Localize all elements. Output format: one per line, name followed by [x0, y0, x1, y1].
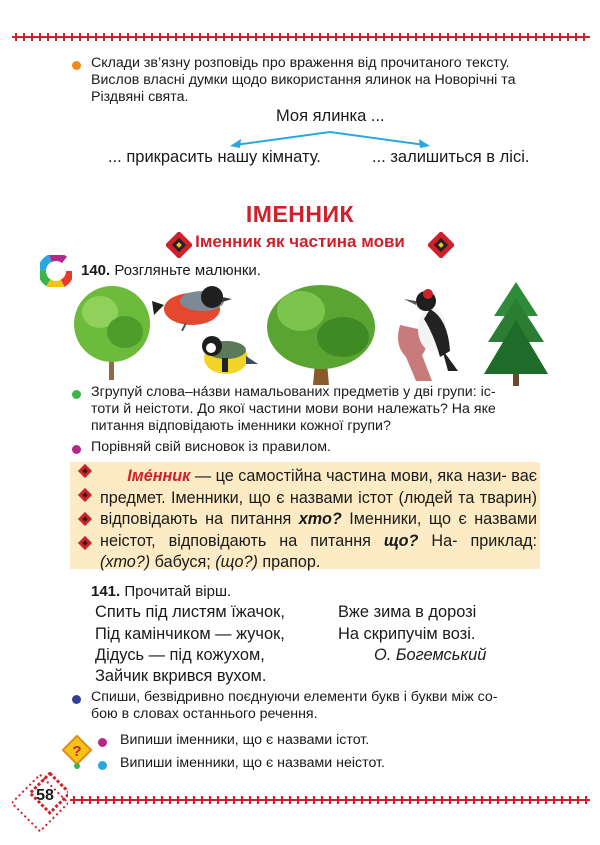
rule-part: є назвами неістот, відповідають на питання — [100, 510, 538, 550]
rule-question-who: хто? — [298, 510, 342, 528]
rule-part: ває предмет. Іменники, що є назвами істот (людей та — [100, 467, 537, 507]
poem-author: О. Богемський — [374, 646, 487, 664]
ex140-task-line-3: питання відповідають іменники кожної групи? — [91, 418, 391, 434]
rule-term: Іме́нник — [127, 467, 191, 485]
rule-question-what: що? — [383, 531, 419, 550]
scheme-left: ... прикрасить нашу кімнату. — [108, 148, 321, 166]
ex141-option-2: Випиши іменники, що є назвами неістот. — [120, 755, 385, 771]
rule-example-q2: (що?) — [215, 553, 258, 571]
rule-part: бабуся; — [150, 553, 216, 571]
bullet-magenta — [72, 445, 81, 454]
poem-line: На скрипучім возі. — [338, 625, 476, 643]
ex141-number: 141. — [91, 583, 121, 600]
ex140-number: 140. — [81, 262, 111, 279]
ornament-border-bottom — [70, 796, 590, 804]
task1-line-1: Склади зв’язну розповідь про враження від прочитаного тексту. — [91, 55, 510, 71]
ex140-text: Розгляньте малюнки. — [114, 262, 261, 279]
poem-line: Спить під листям їжачок, — [95, 603, 285, 621]
page-number: 58 — [36, 787, 54, 804]
ornament-icon-right — [428, 232, 454, 258]
ex140-task-line-2: тоти й неістоти. До якої частини мови вони належать? На яке — [91, 401, 496, 417]
color-wheel-icon — [40, 255, 72, 287]
woodpecker-illustration — [392, 285, 462, 385]
oak-tree-illustration — [265, 281, 377, 385]
ex141-task-line-2: бою в словах останнього речення. — [91, 706, 318, 722]
section-subtitle: Іменник як частина мови — [195, 232, 405, 251]
svg-text:?: ? — [72, 743, 82, 760]
rule-part: прапор. — [257, 553, 321, 571]
section-title: ІМЕННИК — [245, 201, 355, 227]
bullet-green — [72, 390, 81, 399]
bullet-magenta — [98, 738, 107, 747]
poem-line: Зайчик вкрився вухом. — [95, 667, 267, 685]
ornament-border-top — [12, 33, 590, 41]
question-icon — [60, 733, 94, 769]
ex141-task-line-1: Спиши, безвідривно поєднуючи елементи букв і букви між со- — [91, 689, 498, 705]
rule-text — [100, 466, 537, 574]
rule-part: приклад: — [470, 531, 537, 550]
ex141-option-1: Випиши іменники, що є назвами істот. — [120, 732, 370, 748]
rule-part: тварин) відповідають на питання — [100, 488, 538, 528]
poem-line: Вже зима в дорозі — [338, 603, 477, 621]
task1-line-2: Вислов власні думки щодо використання ялинок на Новорічні та — [91, 72, 516, 88]
bullet-blue — [72, 695, 81, 704]
rule-part: — це самостійна частина мови, яка нази- — [190, 467, 507, 485]
ex141-heading — [91, 583, 231, 601]
titmouse-illustration — [196, 330, 258, 380]
rule-ornament — [74, 462, 96, 569]
scheme-arrows — [220, 128, 440, 150]
scheme-right: ... залишиться в лісі. — [372, 148, 530, 166]
rule-part: Іменники, що — [341, 510, 452, 528]
rule-example-q1: (хто?) — [100, 553, 151, 571]
tree-birch-illustration — [70, 282, 154, 382]
ex140-task-line-1: Згрупуй слова–на́зви намальованих предметів у дві групи: іс- — [91, 384, 496, 400]
spruce-tree-illustration — [484, 282, 548, 386]
poem-line: Під камінчиком — жучок, — [95, 625, 285, 643]
task1-line-3: Різдвяні свята. — [91, 89, 189, 105]
bullet-orange — [72, 61, 81, 70]
ex141-text: Прочитай вірш. — [124, 583, 232, 600]
ex140-heading — [81, 262, 261, 280]
poem-line: Дідусь — під кожухом, — [95, 646, 265, 664]
scheme-center: Моя ялинка ... — [276, 107, 385, 125]
bullfinch-illustration — [150, 283, 234, 331]
ex140-task2: Порівняй свій висновок із правилом. — [91, 439, 331, 455]
bullet-cyan — [98, 761, 107, 770]
rule-part: На- — [418, 531, 458, 550]
